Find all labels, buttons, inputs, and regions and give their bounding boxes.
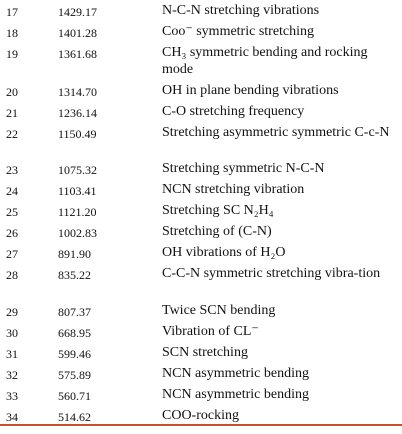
assignment-text: NCN stretching vibration [162, 182, 305, 197]
frequency-value: 1002.83 [58, 226, 97, 240]
frequency-value: 891.90 [58, 247, 91, 261]
assignment-text: Stretching SC N₂H₄ [162, 203, 274, 218]
frequency-value: 1314.70 [58, 85, 97, 99]
assignment-text: Stretching asymmetric symmetric C-c-N [162, 125, 390, 140]
frequency-value: 1401.28 [58, 26, 97, 40]
assignment-text: Stretching of (C-N) [162, 224, 272, 239]
row-number: 30 [6, 326, 18, 340]
assignment-text: N-C-N stretching vibrations [162, 3, 320, 18]
frequency-value: 1150.49 [58, 127, 97, 141]
assignment-text: OH vibrations of H₂O [162, 245, 286, 260]
assignment-text: OH in plane bending vibrations [162, 83, 339, 98]
frequency-value: 807.37 [58, 305, 91, 319]
assignment-text: NCN asymmetric bending [162, 366, 309, 381]
row-number: 19 [6, 47, 18, 61]
assignment-text: C-C-N symmetric stretching vibra-tion [162, 266, 381, 281]
frequency-value: 599.46 [58, 347, 91, 361]
frequency-value: 1121.20 [58, 205, 97, 219]
row-number: 27 [6, 247, 18, 261]
assignment-text: C-O stretching frequency [162, 104, 305, 119]
assignment-text: Stretching symmetric N-C-N [162, 161, 325, 176]
assignment-text: Vibration of CL⁻ [162, 324, 259, 339]
frequency-value: 1429.17 [58, 5, 97, 19]
row-number: 17 [6, 5, 18, 19]
frequency-value: 1075.32 [58, 163, 97, 177]
row-number: 22 [6, 127, 18, 141]
row-number: 25 [6, 205, 18, 219]
frequency-value: 1236.14 [58, 106, 97, 120]
table-bottom-rule [0, 424, 402, 426]
row-number: 26 [6, 226, 18, 240]
assignment-text: CH₃ symmetric bending and rocking mode [162, 45, 368, 77]
frequency-value: 575.89 [58, 368, 91, 382]
row-number: 21 [6, 106, 18, 120]
row-number: 23 [6, 163, 18, 177]
frequency-value: 835.22 [58, 268, 91, 282]
row-number: 31 [6, 347, 18, 361]
row-number: 32 [6, 368, 18, 382]
frequency-value: 1103.41 [58, 184, 97, 198]
row-number: 33 [6, 389, 18, 403]
frequency-value: 668.95 [58, 326, 91, 340]
row-number: 29 [6, 305, 18, 319]
assignment-text: Twice SCN bending [162, 303, 276, 318]
row-number: 34 [6, 410, 18, 424]
assignment-text: NCN asymmetric bending [162, 387, 309, 402]
frequency-value: 514.62 [58, 410, 91, 424]
row-number: 28 [6, 268, 18, 282]
frequency-value: 560.71 [58, 389, 91, 403]
assignment-text: Coo⁻ symmetric stretching [162, 24, 315, 39]
assignment-text: COO-rocking [162, 408, 239, 423]
frequency-value: 1361.68 [58, 47, 97, 61]
assignment-text: SCN stretching [162, 345, 248, 360]
row-number: 20 [6, 85, 18, 99]
row-number: 24 [6, 184, 18, 198]
row-number: 18 [6, 26, 18, 40]
